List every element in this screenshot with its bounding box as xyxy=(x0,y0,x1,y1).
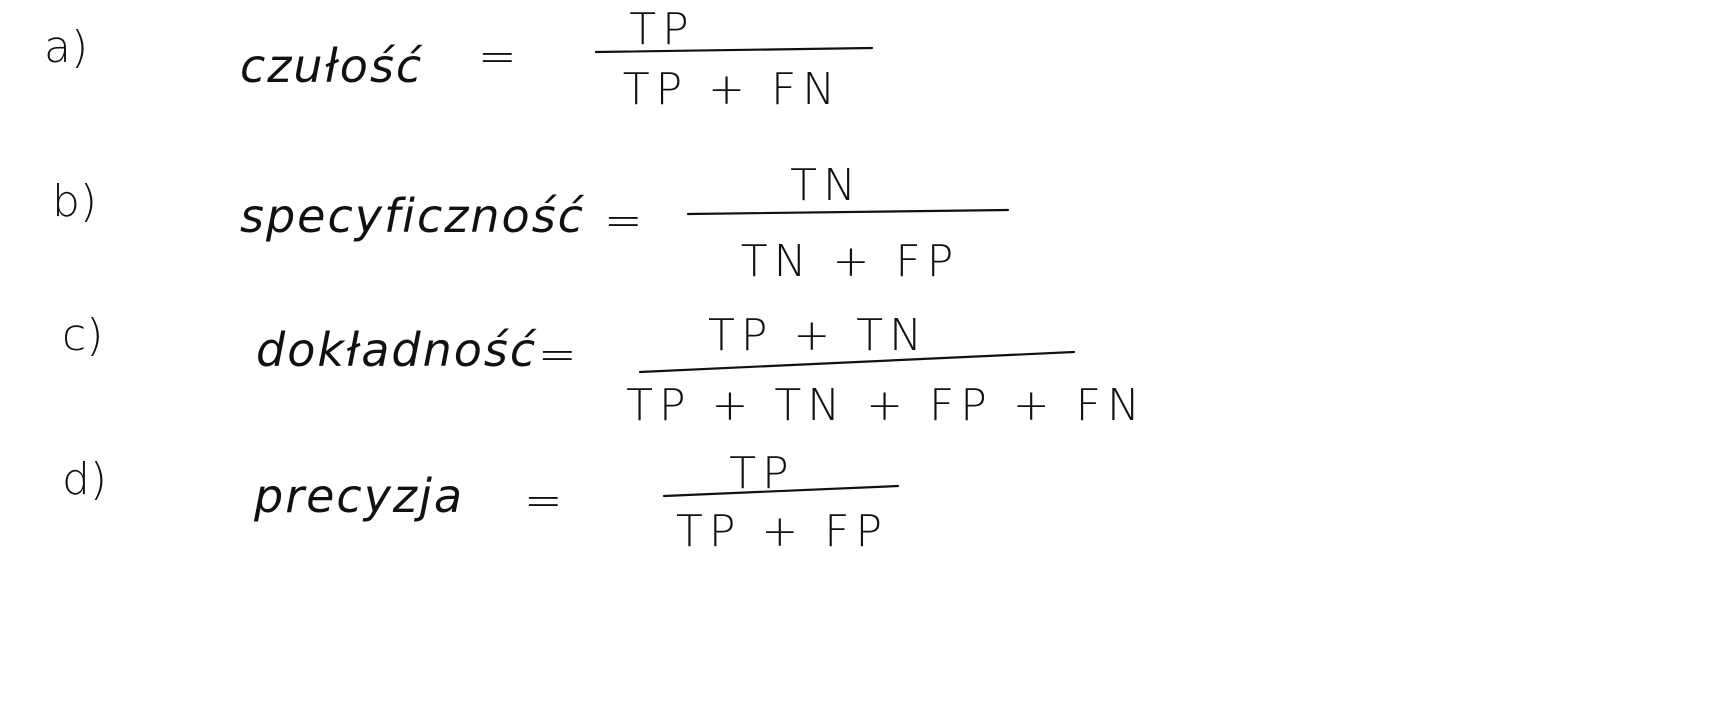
formula-a xyxy=(44,4,872,115)
formula-a-equals: = xyxy=(478,29,517,83)
formula-b-equals: = xyxy=(604,193,643,247)
formula-c-label: c) xyxy=(62,310,104,361)
formula-c-numerator: TP + TN xyxy=(707,310,929,361)
formula-d-equals: = xyxy=(524,473,563,527)
formula-c-equals: = xyxy=(538,327,577,381)
formula-a-label: a) xyxy=(44,22,89,73)
formula-a-denominator: TP + FN xyxy=(622,64,842,115)
formula-d xyxy=(62,448,898,557)
formula-b-label: b) xyxy=(52,176,98,227)
formula-b-name: specyficzność xyxy=(240,189,585,243)
formula-a-numerator: TP xyxy=(629,4,695,55)
formula-d-name: precyzja xyxy=(254,469,465,523)
formula-a-name: czułość xyxy=(240,39,424,93)
formula-c xyxy=(62,310,1146,431)
formula-b-numerator: TN xyxy=(790,160,862,211)
formula-b xyxy=(52,160,1008,287)
formula-c-name: dokładność xyxy=(256,323,538,377)
formula-d-denominator: TP + FP xyxy=(675,506,889,557)
formula-c-denominator: TP + TN + FP + FN xyxy=(626,380,1146,431)
formula-b-denominator: TN + FP xyxy=(740,236,960,287)
formula-d-numerator: TP xyxy=(729,448,795,499)
formula-d-label: d) xyxy=(62,454,108,505)
